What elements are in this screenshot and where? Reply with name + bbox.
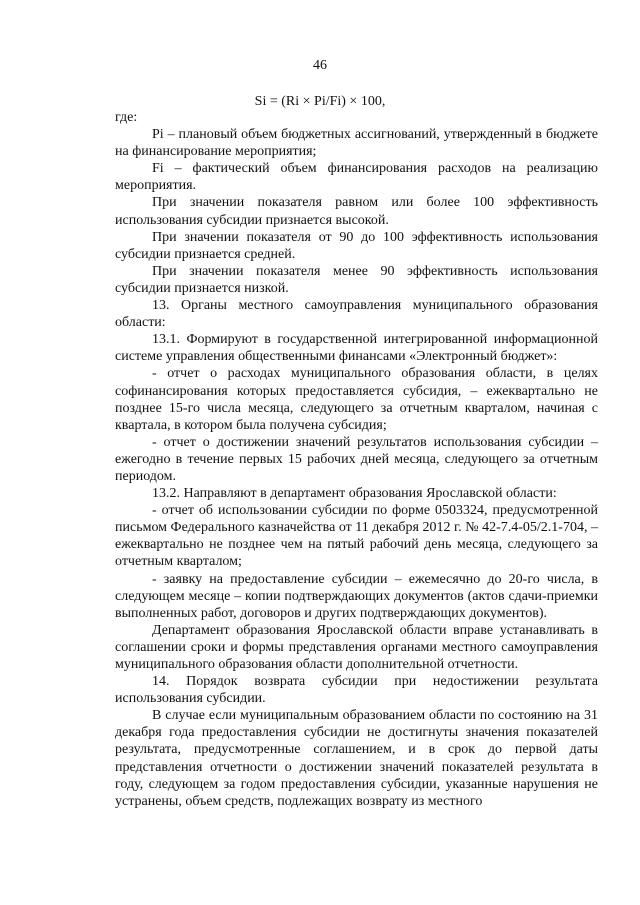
paragraph: При значении показателя равном или более 100 эффективность использования субсидии признается высокой. bbox=[115, 195, 598, 228]
paragraph: - отчет о достижении значений результатов использования субсидии – ежегодно в течение первых 15 рабочих дней месяца, следующего за отчетным периодом. bbox=[115, 434, 598, 484]
paragraph: - заявку на предоставление субсидии – ежемесячно до 20-го числа, в следующем месяце – копии подтверждающих документов (актов сдачи-приемки выполненных работ, договоров и других подтверждающих документов). bbox=[115, 571, 598, 621]
paragraph: 14. Порядок возврата субсидии при недостижении результата использования субсидии. bbox=[115, 674, 598, 707]
paragraph: Pi – плановый объем бюджетных ассигнований, утвержденный в бюджете на финансирование мероприятия; bbox=[115, 127, 598, 160]
paragraph: 13. Органы местного самоуправления муниципального образования области: bbox=[115, 298, 598, 331]
paragraph: - отчет об использовании субсидии по форме 0503324, предусмотренной письмом Федерального казначейства от 11 декабря 2012 г. № 42-7.4-05/2.1-704, – ежеквартально не позднее чем на пятый рабочий день месяца, следующего за отчетным кварталом; bbox=[115, 503, 598, 570]
paragraph: В случае если муниципальным образованием области по состоянию на 31 декабря года предоставления субсидии не достигнуты значения показателей результата, предусмотренные соглашением, и в срок до первой даты представления отчетности о достижении значений показателей результата в году, следующем за годом предоставления субсидии, указанные нарушения не устранены, объем средств, подлежащих возврату из местного bbox=[115, 708, 598, 809]
efficiency-formula: Si = (Ri × Pi/Fi) × 100, bbox=[254, 94, 386, 109]
paragraph: Департамент образования Ярославской области вправе устанавливать в соглашении сроки и формы представления органами местного самоуправления муниципального образования области дополнительной отчетности. bbox=[115, 622, 598, 672]
paragraph: Fi – фактический объем финансирования расходов на реализацию мероприятия. bbox=[115, 161, 598, 194]
document-body bbox=[115, 109, 598, 810]
paragraph: При значении показателя от 90 до 100 эффективность использования субсидии признается средней. bbox=[115, 229, 598, 262]
paragraph: При значении показателя менее 90 эффективность использования субсидии признается низкой. bbox=[115, 263, 598, 296]
paragraph: где: bbox=[115, 110, 138, 125]
page-number: 46 bbox=[313, 58, 327, 73]
paragraph: 13.1. Формируют в государственной интегрированной информационной системе управления общественными финансами «Электронный бюджет»: bbox=[115, 332, 598, 365]
paragraph: 13.2. Направляют в департамент образования Ярославской области: bbox=[152, 486, 557, 502]
paragraph: - отчет о расходах муниципального образования области, в целях софинансирования которых предоставляется субсидия, – ежеквартально не позднее 15-го числа месяца, следующего за отчетным кварталом, начиная с квартала, в котором была получена субсидия; bbox=[115, 366, 598, 433]
